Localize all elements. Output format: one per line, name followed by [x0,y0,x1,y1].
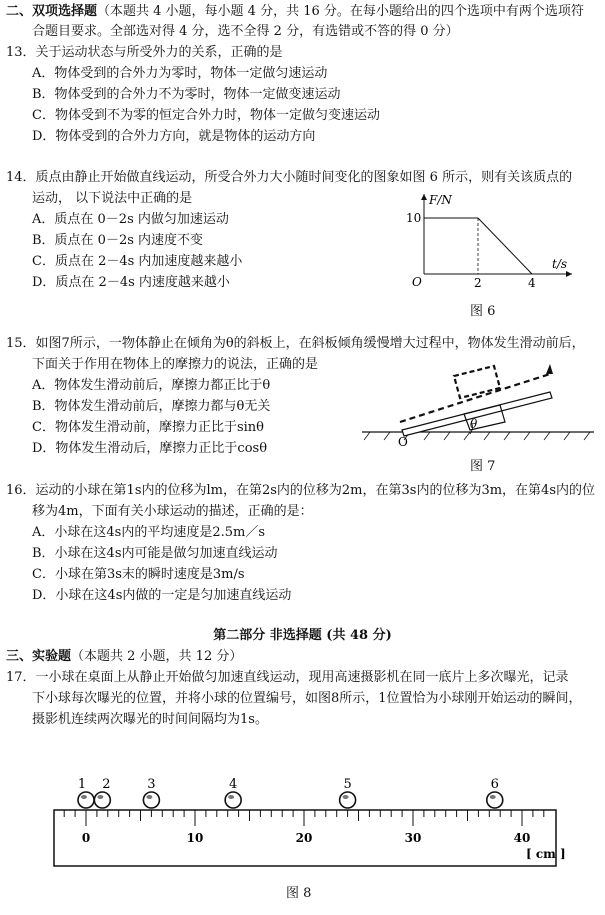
fig8-ball-6 [487,792,503,808]
fig8-ball-label-1: 1 [77,777,87,792]
fig8-ball-1 [78,792,94,808]
q15-option-b: B．物体发生滑动前后，摩擦力都与θ无关 [32,399,271,414]
fig8-ball-5 [340,792,356,808]
fig8-unit-label: [ cm ] [526,847,566,861]
fig8-scale-label-0: 0 [81,831,91,845]
fig8-scale-label-10: 10 [186,831,204,845]
section3-header [6,647,242,667]
fig8-ball-4 [225,792,241,808]
q15-option-d: D．物体发生滑动后，摩擦力正比于cosθ [32,441,268,456]
q17-text-3: 摄影机连续两次曝光的时间间隔均为1s。 [32,712,268,727]
q17-text-1: 17．一小球在桌面上从静止开始做匀加速直线运动，现用高速摄影机在同一底片上多次曝光，记录 [6,670,569,685]
fig7-block-raised-dashed [454,366,500,398]
part2-title: 第二部分 非选择题 (共 48 分) [213,628,392,643]
q13-option-a: A．物体受到的合外力为零时，物体一定做匀速运动 [32,66,328,81]
fig8-ball-shading-2 [97,795,103,799]
q16-option-d: D．小球在这4s内做的一定是匀加速直线运动 [32,588,292,603]
fig8-ball-2 [94,792,110,808]
q16-option-c: C．小球在第3s末的瞬时速度是3m/s [32,567,245,582]
fig6-x-axis-label: t/s [552,257,568,271]
q16-stem-2: 移为4m，下面有关小球运动的描述，正确的是： [32,504,313,519]
q15-stem-1: 15．如图7所示，一物体静止在倾角为θ的斜板上，在斜板倾角缓慢增大过程中，物体发生滑动前后， [6,336,585,351]
q14-stem-2: 运动， 以下说法中正确的是 [32,191,193,206]
q15-option-c: C．物体发生滑动前，摩擦力正比于sinθ [32,420,264,435]
fig8-ball-shading-1 [81,795,87,799]
q16-stem-1: 16．运动的小球在第1s内的位移为lm，在第2s内的位移为2m，在第3s内的位移为3m，在第4s内的位 [6,483,595,498]
fig8-ball-label-4: 4 [229,777,238,792]
figure6-caption: 图 6 [470,304,496,319]
q14-option-d: D．质点在 2－4s 内速度越来越小 [32,275,230,290]
fig6-y-tick-10: 10 [406,211,422,225]
q14-stem-1: 14．质点由静止开始做直线运动，所受合外力大小随时间变化的图象如图 6 所示，则有关该质点的 [6,170,573,185]
q15-option-a: A．物体发生滑动前后，摩擦力都正比于θ [32,378,271,393]
section2-instruction-2: 合题目要求。全部选对得 4 分，选不全得 2 分，有选错或不答的得 0 分） [32,24,459,39]
fig8-balls [78,792,503,808]
fig7-arrow-icon [546,364,553,374]
fig8-ball-label-3: 3 [147,777,156,792]
fig7-angle-label: θ [470,417,478,431]
q13-stem: 13．关于运动状态与所受外力的关系，正确的是 [6,45,283,60]
fig8-ball-shading-6 [490,795,496,799]
q13-option-c: C．物体受到不为零的恒定合外力时，物体一定做匀变速运动 [32,108,380,123]
fig6-origin-label: O [412,275,422,289]
figure7-incline-diagram [360,360,600,448]
q17-text-2: 下小球每次曝光的位置，并将小球的位置编号，如图8所示，1位置恰为小球刚开始运动的瞬间， [32,691,582,706]
figure8-caption: 图 8 [286,886,312,901]
section3-instruction: （本题共 2 小题，共 12 分） [71,649,243,664]
figure7-caption: 图 7 [470,459,496,474]
fig8-ball-label-2: 2 [102,777,111,792]
section2-header [6,2,584,22]
q16-option-b: B．小球在这4s内可能是做匀加速直线运动 [32,546,278,561]
fig6-x-tick-4: 4 [528,276,536,290]
q13-option-b: B．物体受到的合外力不为零时，物体一定做变速运动 [32,87,341,102]
fig8-ball-shading-4 [228,795,234,799]
figure8-ruler-diagram [50,760,566,872]
figure6-chart [402,188,582,292]
section3-heading: 三、实验题 [6,649,72,664]
fig8-scale-label-40: 40 [513,831,531,845]
fig8-scale-label-20: 20 [295,831,313,845]
fig6-line-segment-2 [478,218,532,274]
fig8-scale-label-30: 30 [404,831,422,845]
fig8-ball-label-5: 5 [343,777,352,792]
fig6-y-axis-label: F/N [429,193,452,207]
q16-option-a: A．小球在这4s内的平均速度是2.5m／s [32,525,266,540]
fig8-ball-shading-5 [343,795,349,799]
fig6-x-tick-2: 2 [474,276,482,290]
q14-option-c: C．质点在 2－4s 内加速度越来越小 [32,254,243,269]
q15-stem-2: 下面关于作用在物体上的摩擦力的说法，正确的是 [32,357,319,372]
fig8-ball-shading-3 [146,795,152,799]
q13-option-d: D．物体受到的合外力方向，就是物体的运动方向 [32,129,316,144]
q14-option-b: B．质点在 0－2s 内速度不变 [32,233,204,248]
section2-instruction-1: （本题共 4 小题，每小题 4 分，共 16 分。在每小题给出的四个选项中有两个选项符 [97,4,584,19]
fig7-pivot-label: O [398,435,408,449]
q14-option-a: A．质点在 0－2s 内做匀加速运动 [32,212,229,227]
fig8-ball-3 [143,792,159,808]
section2-heading: 二、双项选择题 [6,4,98,19]
fig8-ball-label-6: 6 [490,777,499,792]
